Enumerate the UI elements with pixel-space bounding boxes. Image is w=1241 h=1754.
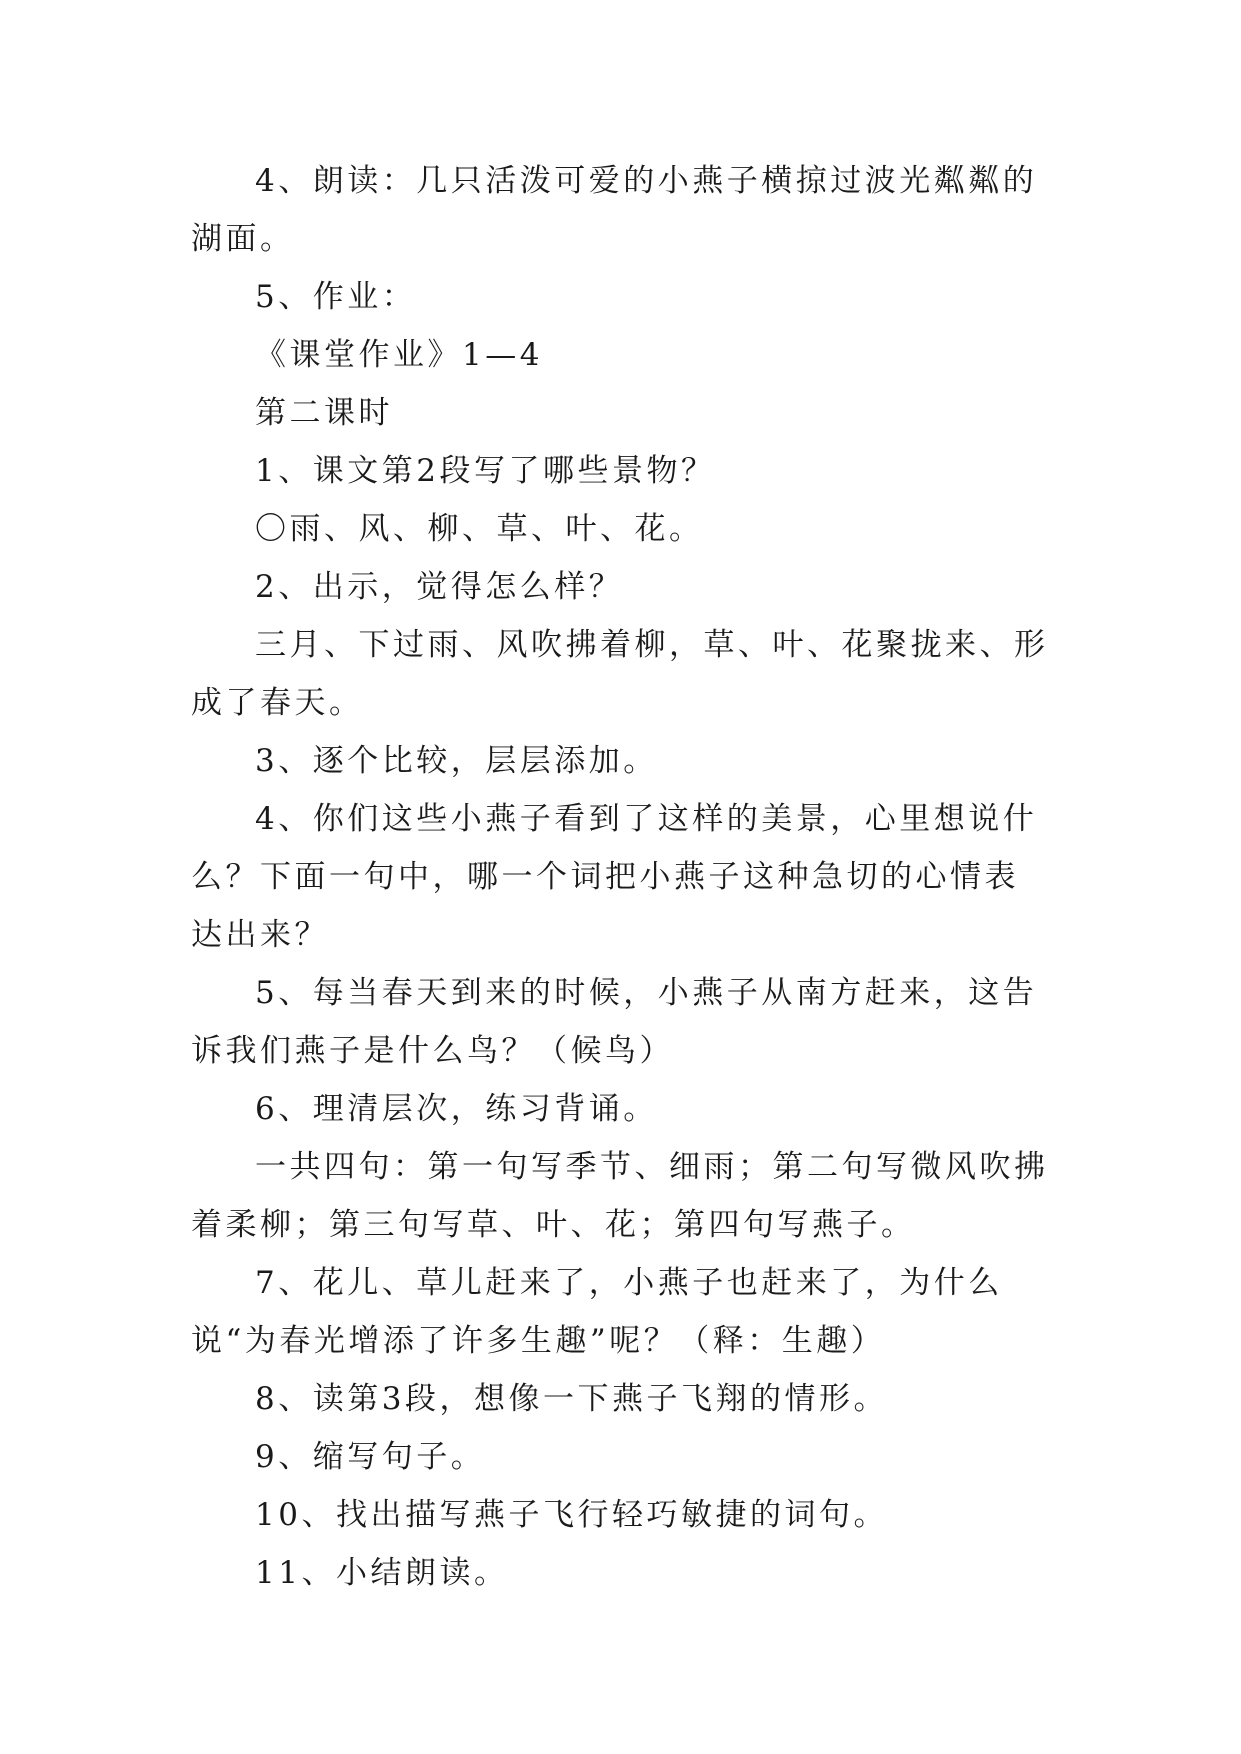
paragraph-step-4: 4、你们这些小燕子看到了这样的美景，心里想说什么？下面一句中，哪一个词把小燕子这种急切的心情表达出来？ <box>191 801 1038 953</box>
paragraph-answer-2: 三月、下过雨、风吹拂着柳，草、叶、花聚拢来、形成了春天。 <box>191 627 1049 721</box>
paragraph-step-9: 9、缩写句子。 <box>255 1439 486 1475</box>
paragraph-step-8: 8、读第3段，想像一下燕子飞翔的情形。 <box>255 1381 888 1417</box>
section-heading-second-lesson: 第二课时 <box>255 395 393 431</box>
paragraph-step-6: 6、理清层次，练习背诵。 <box>255 1091 658 1127</box>
paragraph-step-7: 7、花儿、草儿赶来了，小燕子也赶来了，为什么说“为春光增添了许多生趣”呢？（释：生趣） <box>191 1265 1003 1359</box>
paragraph-step-10: 10、找出描写燕子飞行轻巧敏捷的词句。 <box>255 1497 888 1533</box>
paragraph-question-1: 1、课文第2段写了哪些景物？ <box>255 453 716 489</box>
paragraph-reading-task: 4、朗读：几只活泼可爱的小燕子横掠过波光粼粼的湖面。 <box>191 163 1038 257</box>
paragraph-homework-detail: 《课堂作业》1—4 <box>255 337 543 373</box>
paragraph-answer-1: 〇雨、风、柳、草、叶、花。 <box>255 511 704 547</box>
document-body <box>191 152 1051 1602</box>
paragraph-homework: 5、作业： <box>255 279 417 315</box>
paragraph-step-11: 11、小结朗读。 <box>255 1555 509 1591</box>
paragraph-step-3: 3、逐个比较，层层添加。 <box>255 743 658 779</box>
paragraph-step-5: 5、每当春天到来的时候，小燕子从南方赶来，这告诉我们燕子是什么鸟？（候鸟） <box>191 975 1038 1069</box>
paragraph-question-2: 2、出示，觉得怎么样？ <box>255 569 624 605</box>
paragraph-step-6-detail: 一共四句：第一句写季节、细雨；第二句写微风吹拂着柔柳；第三句写草、叶、花；第四句写燕子。 <box>191 1149 1049 1243</box>
